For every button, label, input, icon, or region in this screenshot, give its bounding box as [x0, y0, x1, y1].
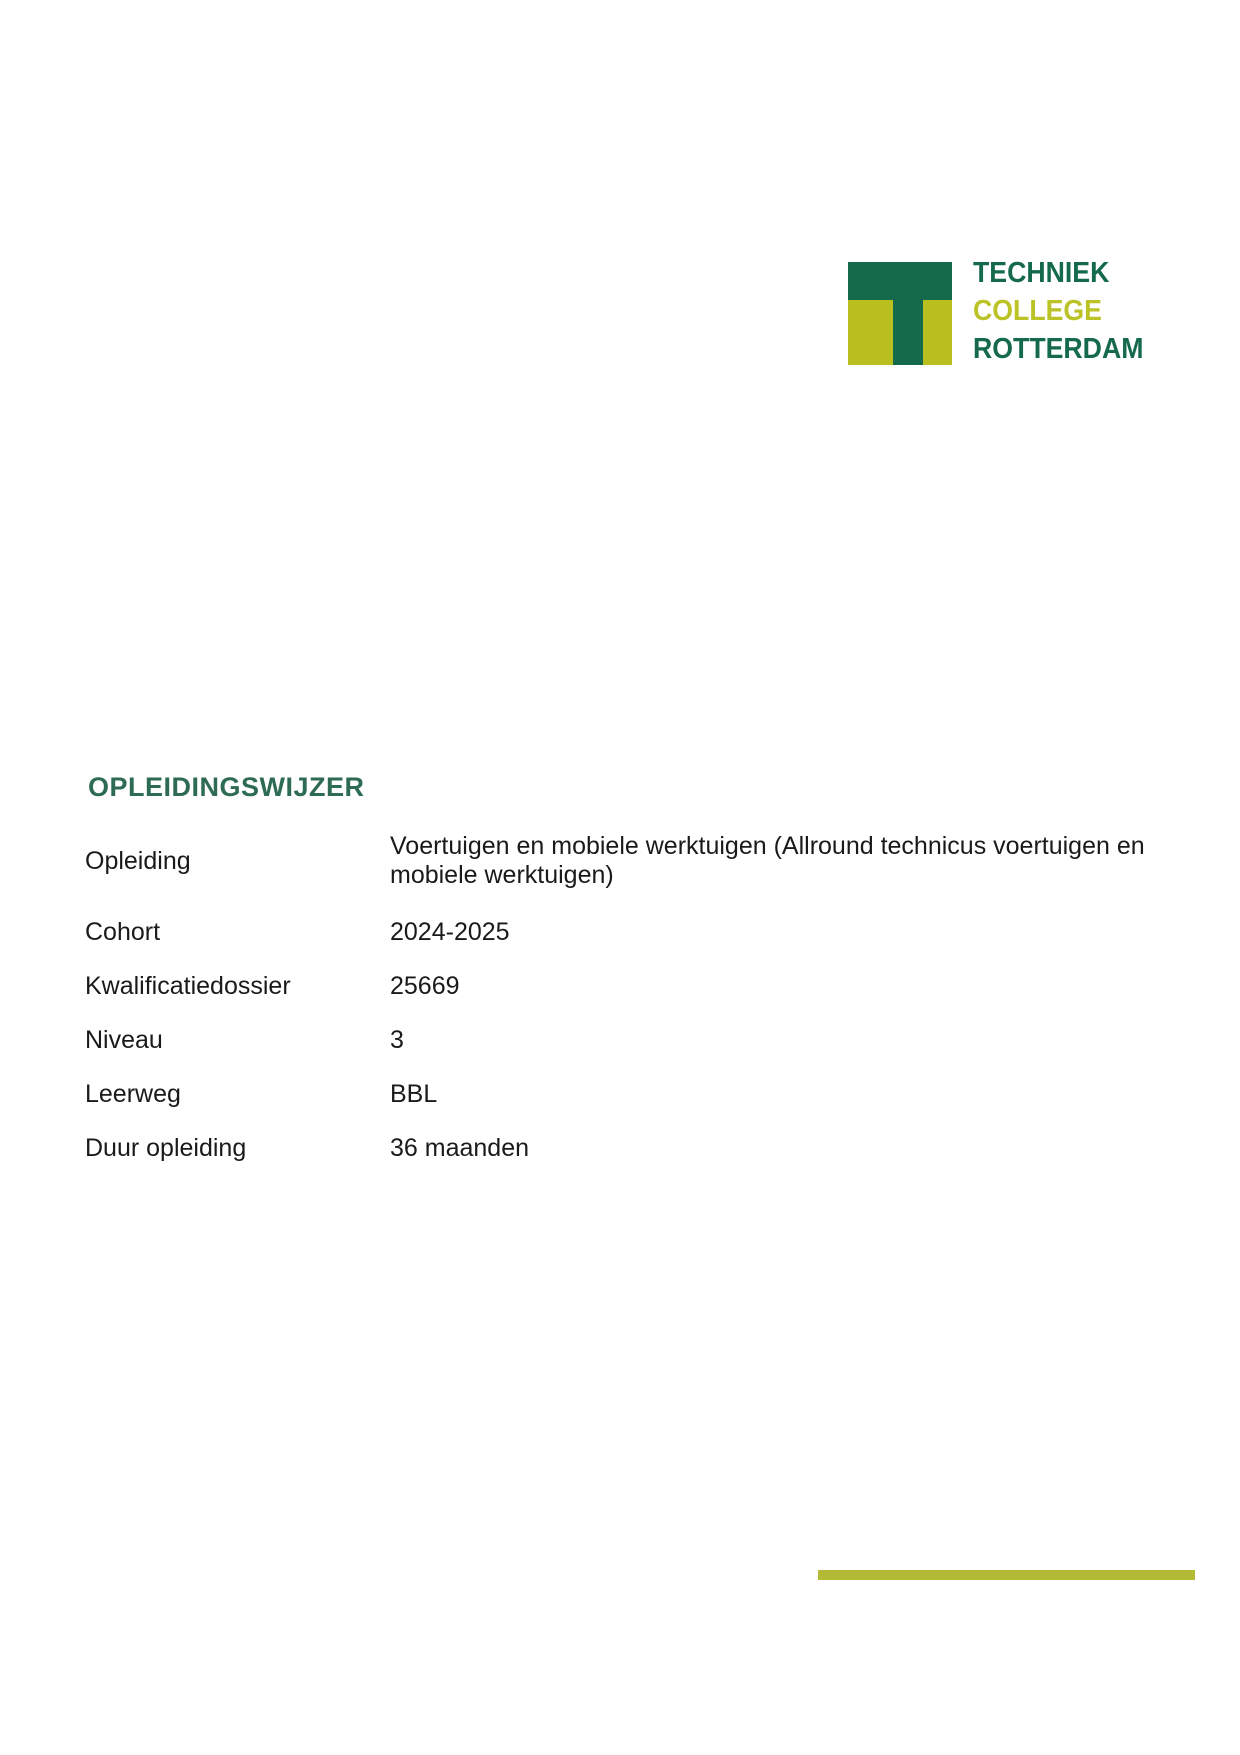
detail-row-niveau	[85, 1026, 1200, 1055]
logo-wordmark	[973, 254, 1143, 368]
detail-row-kwalificatiedossier	[85, 972, 1200, 1001]
detail-row-opleiding	[85, 832, 1200, 890]
logo-wordmark-line-college: COLLEGE	[973, 295, 1102, 327]
detail-row-cohort	[85, 918, 1200, 947]
techniek-college-rotterdam-logo	[848, 257, 1144, 366]
details-table	[85, 832, 1200, 1188]
detail-label: Leerweg	[85, 1080, 181, 1108]
detail-value: 2024-2025	[390, 918, 510, 946]
detail-value: 36 maanden	[390, 1134, 530, 1162]
detail-label: Niveau	[85, 1026, 163, 1054]
detail-value: BBL	[390, 1080, 438, 1108]
footer-accent-bar	[818, 1570, 1195, 1580]
page-title: OPLEIDINGSWIJZER	[88, 772, 365, 802]
logo-t-mark-icon	[848, 262, 952, 365]
detail-value: 25669	[390, 972, 460, 1000]
detail-row-duur-opleiding	[85, 1134, 1200, 1163]
detail-label: Kwalificatiedossier	[85, 972, 291, 1000]
logo-t-stem	[893, 300, 923, 365]
detail-label: Opleiding	[85, 846, 191, 875]
detail-value: Voertuigen en mobiele werktuigen (Allround technicus voertuigen en mobiele werktuigen)	[390, 832, 1145, 889]
detail-label: Duur opleiding	[85, 1134, 247, 1162]
detail-value: 3	[390, 1026, 404, 1054]
logo-right-block	[923, 300, 952, 365]
logo-wordmark-line-rotterdam: ROTTERDAM	[973, 333, 1144, 365]
logo-left-block	[848, 300, 893, 365]
detail-label: Cohort	[85, 918, 161, 946]
detail-row-leerweg	[85, 1080, 1200, 1109]
logo-t-crossbar	[848, 262, 952, 300]
logo-wordmark-line-techniek: TECHNIEK	[973, 257, 1110, 289]
